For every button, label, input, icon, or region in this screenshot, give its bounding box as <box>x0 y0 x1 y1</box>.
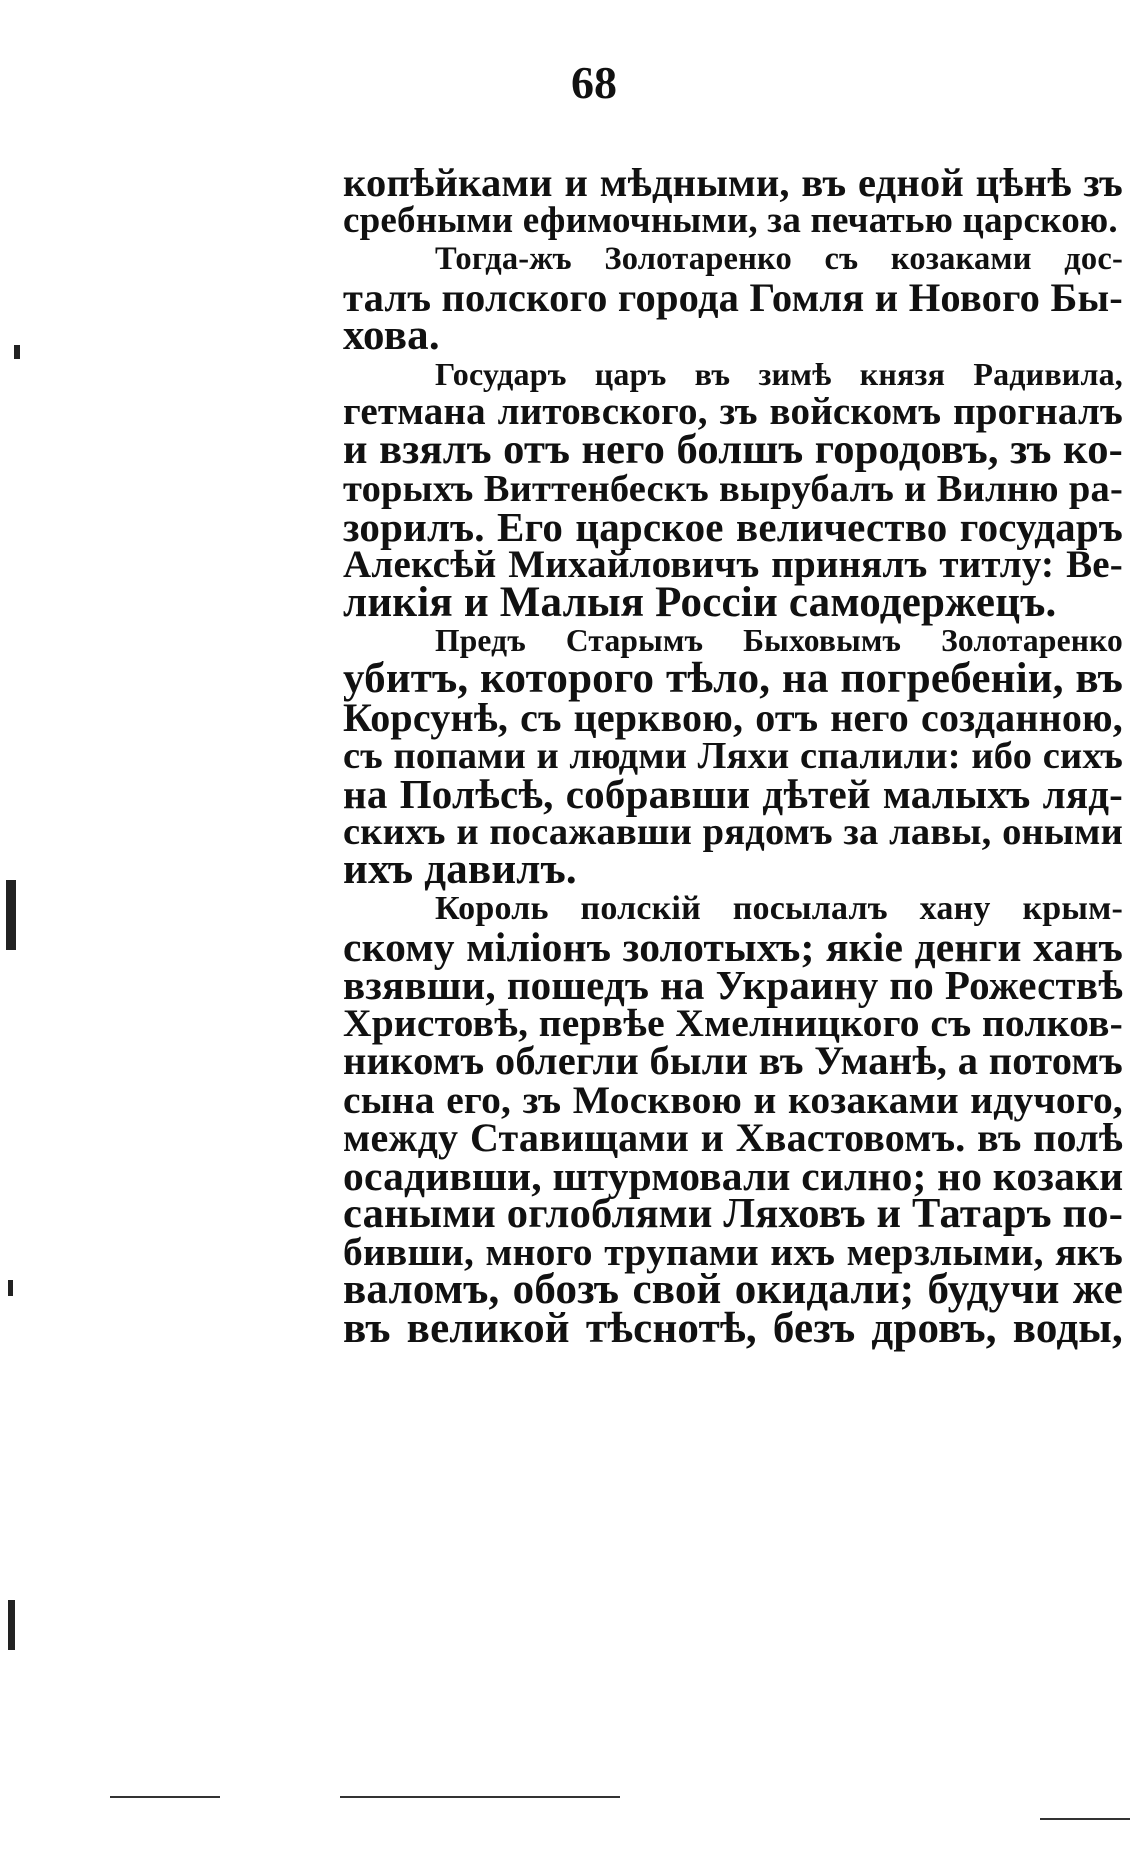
text-line: Христовѣ, первѣе Хмелницкого съ полков- <box>343 1001 1123 1046</box>
text-line: съ попами и людми Ляхи спалили: ибо сихъ <box>343 734 1123 777</box>
text-line: Корсунѣ, съ церквою, отъ него созданною, <box>343 694 1123 740</box>
bottom-rule <box>340 1796 620 1798</box>
text-line: скихъ и посажавши рядомъ за лавы, оными <box>343 811 1123 854</box>
bottom-rule <box>1040 1818 1130 1820</box>
text-line: талъ полского города Гомля и Нового Бы- <box>343 274 1123 320</box>
text-line: ликія и Малыя Россіи самодержецъ. <box>343 579 1057 627</box>
text-line: саными оглоблями Ляховъ и Татаръ по- <box>343 1190 1124 1238</box>
text-line: сына его, зъ Москвою и козаками идучого, <box>343 1077 1123 1122</box>
text-line: ихъ давилъ. <box>343 846 577 894</box>
text-line: копѣйками и мѣдными, въ едной цѣнѣ зъ <box>343 160 1123 205</box>
text-line: на Полѣсѣ, собравши дѣтей малыхъ ляд- <box>343 771 1123 817</box>
margin-mark <box>8 1280 13 1296</box>
body-text <box>343 160 1124 1352</box>
text-line: осадивши, штурмовали силно; но козаки <box>343 1152 1124 1199</box>
text-line: Король полскій посылалъ хану крым- <box>435 889 1123 927</box>
margin-mark <box>6 880 16 950</box>
text-line: зорилъ. Его царское величество государъ <box>343 503 1123 550</box>
text-line: валомъ, обозъ свой окидали; будучи же <box>343 1266 1123 1314</box>
text-line: въ великой тѣснотѣ, безъ дровъ, воды, <box>343 1304 1123 1352</box>
text-line: сребными ефимочными, за печатью царскою. <box>343 200 1118 242</box>
text-line: гетмана литовского, зъ войскомъ прогналъ <box>343 390 1123 434</box>
text-line: убитъ, которого тѣло, на погребеніи, въ <box>343 655 1123 703</box>
text-line: Алексѣй Михайловичъ принялъ титлу: Ве- <box>343 542 1123 586</box>
page-number: 68 <box>571 57 617 108</box>
text-line: хова. <box>343 311 440 359</box>
text-line: Предъ Старымъ Быховымъ Золотаренко <box>435 623 1123 659</box>
text-line: бивши, много трупами ихъ мерзлыми, якъ <box>343 1230 1123 1275</box>
text-line: между Ставищами и Хвастовомъ. въ полѣ <box>343 1114 1123 1160</box>
text-line: скому міліонъ золотыхъ; якіе денги ханъ <box>343 923 1123 970</box>
bottom-rule <box>110 1796 220 1798</box>
margin-mark <box>14 345 20 359</box>
text-line: взявши, пошедъ на Украину по Рожествѣ <box>343 961 1123 1008</box>
text-line: и взялъ отъ него болшъ городовъ, зъ ко- <box>343 426 1123 474</box>
text-line: Тогда-жъ Золотаренко съ козаками дос- <box>435 241 1123 278</box>
margin-mark <box>8 1600 15 1650</box>
text-line: Государъ царъ въ зимѣ князя Радивила, <box>435 355 1123 392</box>
text-line: никомъ облегли были въ Уманѣ, а потомъ <box>343 1038 1123 1084</box>
text-line: торыхъ Виттенбескъ вырубалъ и Вилню ра- <box>343 467 1123 510</box>
